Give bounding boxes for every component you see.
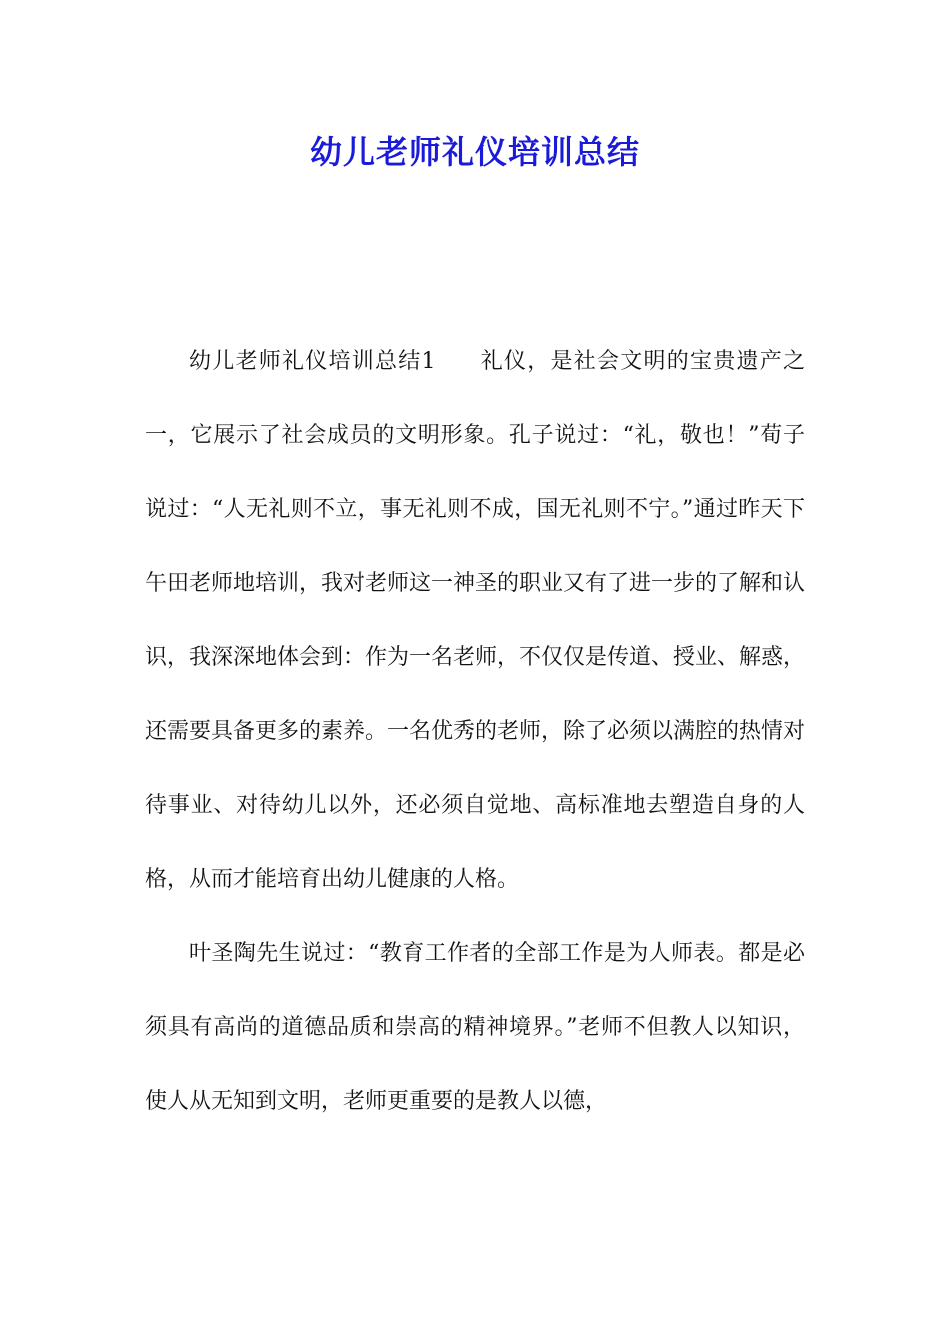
document-title: 幼儿老师礼仪培训总结 (309, 133, 640, 171)
section-heading: 幼儿老师礼仪培训总结1 (189, 349, 436, 374)
document-body (145, 325, 805, 1139)
paragraph-2: 叶圣陶先生说过：“教育工作者的全部工作是为人师表。都是必须具有高尚的道德品质和崇高的精神境界。”老师不但教人以知识，使人从无知到文明，老师更重要的是教人以德， (145, 941, 805, 1114)
paragraph-1-text: 礼仪，是社会文明的宝贵遗产之一，它展示了社会成员的文明形象。孔子说过：“礼，敬也！”荀子说过：“人无礼则不立，事无礼则不成，国无礼则不宁。”通过昨天下午田老师地培训，我对老师这一神圣的职业又有了进一步的了解和认识，我深深地体会到：作为一名老师，不仅仅是传道、授业、解惑，还需要具备更多的素养。一名优秀的老师，除了必须以满腔的热情对待事业、对待幼儿以外，还必须自觉地、高标准地去塑造自身的人格，从而才能培育出幼儿健康的人格。 (145, 349, 806, 892)
paragraph-1 (145, 325, 805, 917)
